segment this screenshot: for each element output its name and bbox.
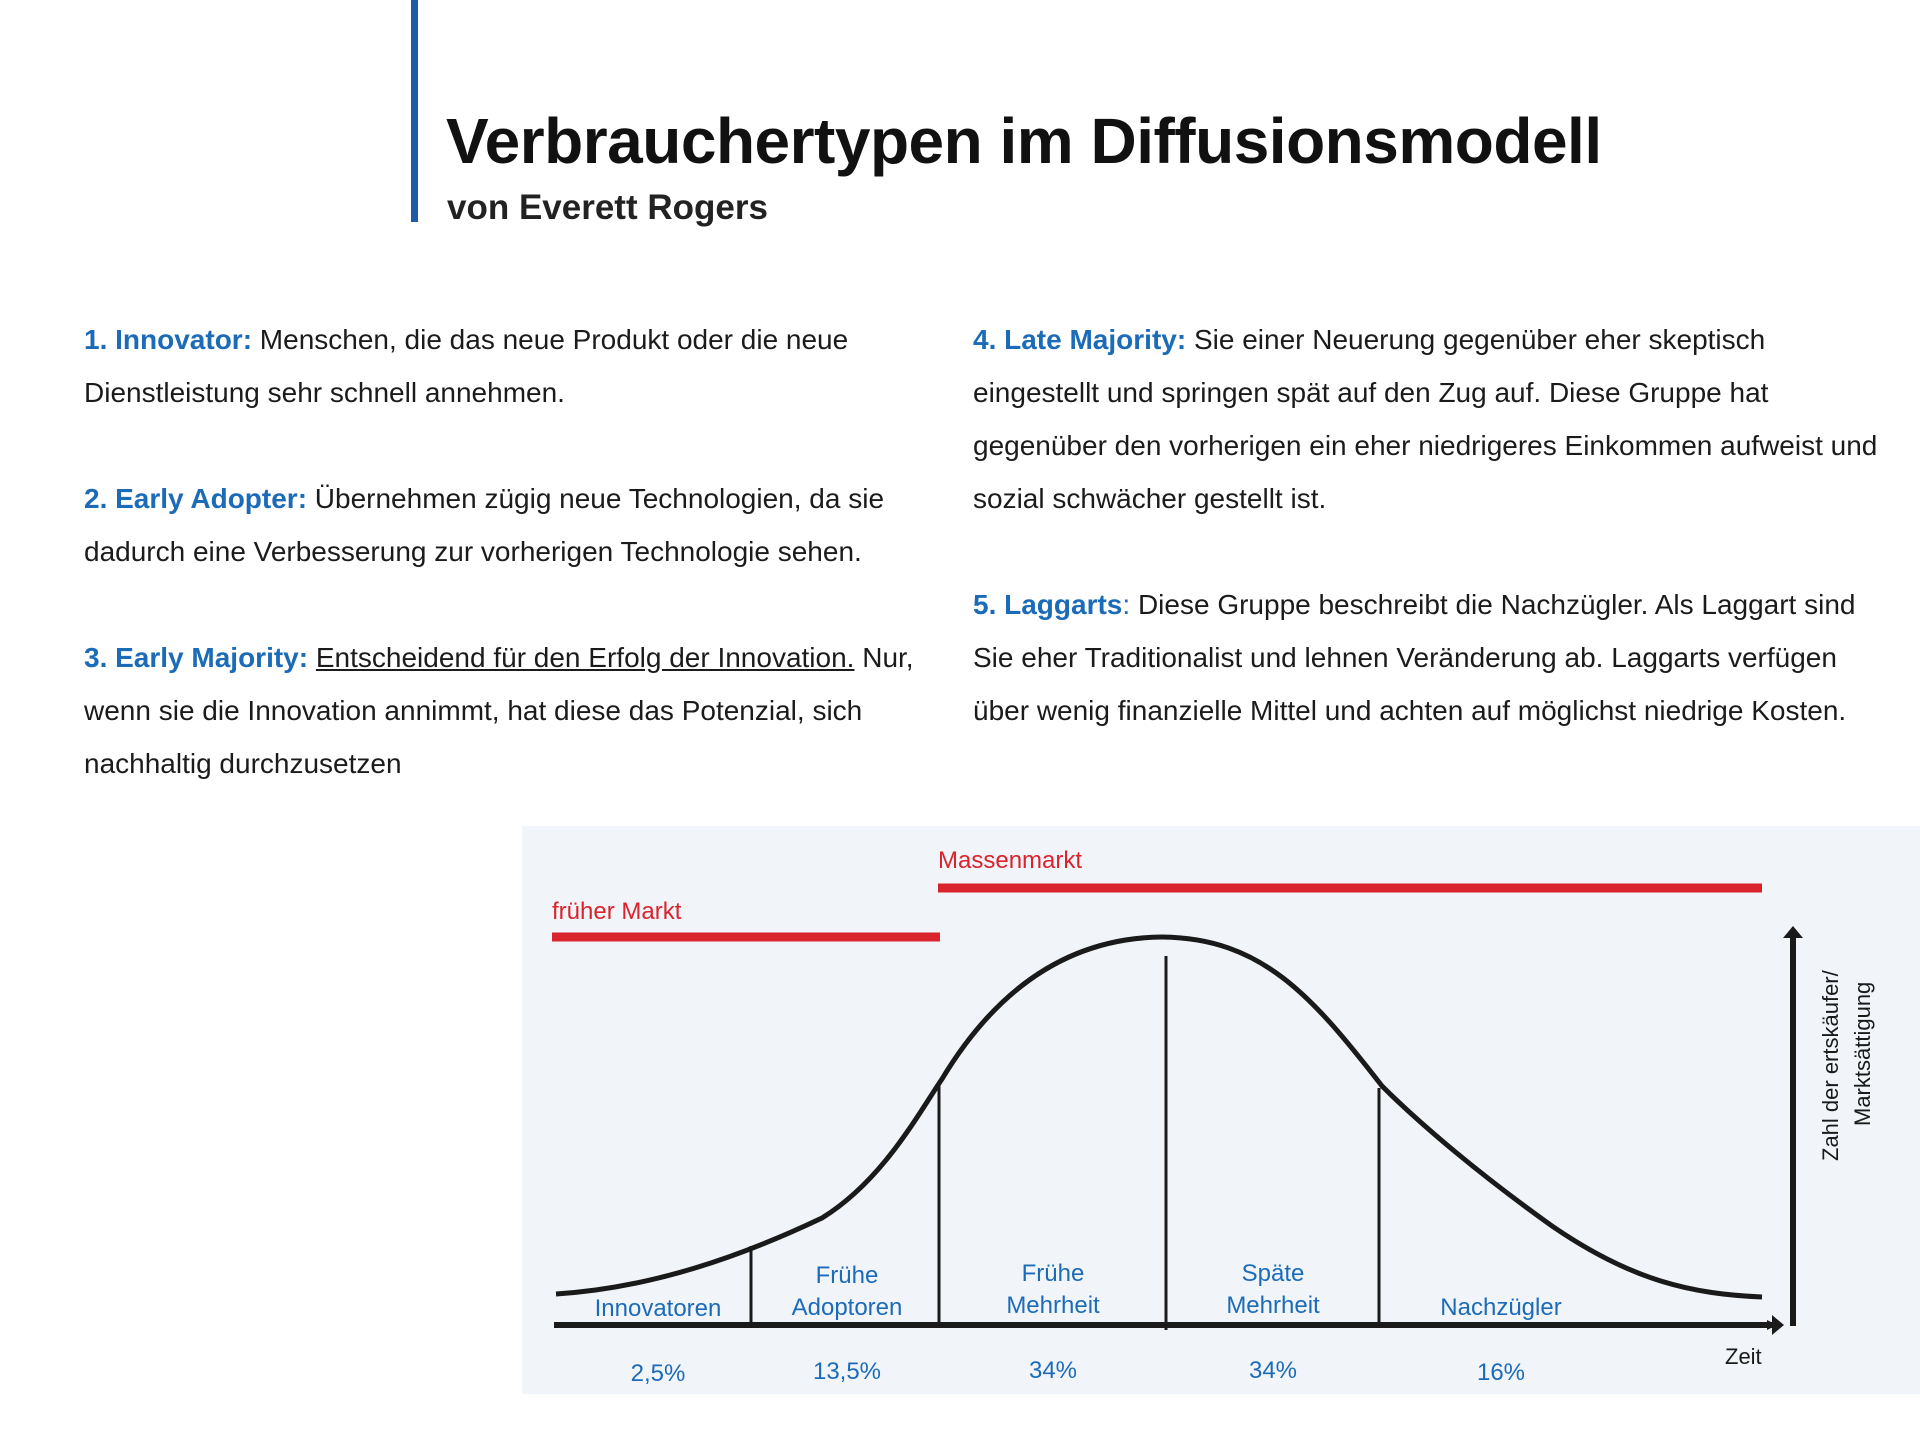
- item-innovator-heading: 1. Innovator:: [84, 324, 253, 355]
- segment-innovators-label: Innovatoren: [594, 1295, 722, 1322]
- item-early-adopter: [84, 472, 924, 578]
- segment-laggards-share: 16%: [1476, 1359, 1526, 1386]
- saturation-axis-label: [1818, 969, 1875, 1161]
- item-early-majority-heading: 3. Early Majority:: [84, 642, 309, 673]
- page-subtitle: von Everett Rogers: [447, 188, 768, 227]
- item-laggarts: [973, 578, 1893, 737]
- item-early-majority: [84, 631, 924, 790]
- segment-early-adopters-share: 13,5%: [812, 1358, 882, 1385]
- diffusion-diagram: [522, 826, 1920, 1394]
- item-early-majority-emphasis: Entscheidend für den Erfolg der Innovation.: [315, 642, 855, 673]
- adoption-curve: [556, 937, 1762, 1297]
- time-axis-label: Zeit: [1725, 1344, 1762, 1369]
- item-laggarts-text: Diese Gruppe beschreibt die Nachzügler. Als Laggart sind Sie eher Traditionalist und lehnen Veränderung ab. Laggarts verfügen über wenig finanzielle Mittel und achten auf möglichst niedrige Kosten.: [973, 589, 1856, 726]
- segment-late-majority-label-line1: Späte: [1241, 1260, 1305, 1287]
- item-late-majority-heading: 4. Late Majority:: [973, 324, 1187, 355]
- mass-market-label: Massenmarkt: [938, 847, 1083, 874]
- segment-early-adopters-label-line2: Adoptoren: [791, 1294, 903, 1321]
- segment-laggards-label: Nachzügler: [1440, 1294, 1562, 1321]
- saturation-axis-label-line1: Zahl der ertskäufer/: [1818, 970, 1843, 1161]
- segment-late-majority-label-line2: Mehrheit: [1226, 1292, 1320, 1319]
- time-axis-arrow-icon: [1772, 1315, 1784, 1335]
- segment-late-majority-share: 34%: [1248, 1357, 1298, 1384]
- item-early-adopter-heading: 2. Early Adopter:: [84, 483, 308, 514]
- item-late-majority: [973, 313, 1893, 525]
- item-early-adopter-text: Übernehmen zügig neue Technologien, da sie dadurch eine Verbesserung zur vorherigen Technologie sehen.: [84, 483, 885, 567]
- item-innovator-text: Menschen, die das neue Produkt oder die neue Dienstleistung sehr schnell annehmen.: [84, 324, 849, 408]
- item-late-majority-text: Sie einer Neuerung gegenüber eher skeptisch eingestellt und springen spät auf den Zug auf. Diese Gruppe hat gegenüber den vorherigen ein eher niedrigeres Einkommen aufweist und sozial schwächer gestellt ist.: [973, 324, 1878, 514]
- segment-early-majority-label-line2: Mehrheit: [1006, 1292, 1100, 1319]
- title-accent-bar: [411, 0, 418, 222]
- left-text-column: [84, 313, 924, 843]
- early-market-label: früher Markt: [552, 898, 682, 925]
- item-laggarts-colon: :: [1122, 589, 1131, 620]
- segment-early-adopters-label-line1: Frühe: [815, 1262, 879, 1289]
- right-text-column: [973, 313, 1893, 790]
- segment-early-majority-share: 34%: [1028, 1357, 1078, 1384]
- item-laggarts-heading: 5. Laggarts: [973, 589, 1123, 620]
- item-early-majority-text: Nur, wenn sie die Innovation annimmt, hat diese das Potenzial, sich nachhaltig durchzusetzen: [84, 642, 914, 779]
- item-innovator: [84, 313, 924, 419]
- segment-early-majority-label-line1: Frühe: [1021, 1260, 1085, 1287]
- page-title: Verbrauchertypen im Diffusionsmodell: [446, 105, 1602, 177]
- saturation-axis-arrow-icon: [1783, 926, 1803, 938]
- saturation-axis-label-line2: Marktsättigung: [1850, 981, 1875, 1126]
- segment-innovators-share: 2,5%: [630, 1360, 686, 1387]
- diffusion-diagram-svg: [522, 826, 1920, 1394]
